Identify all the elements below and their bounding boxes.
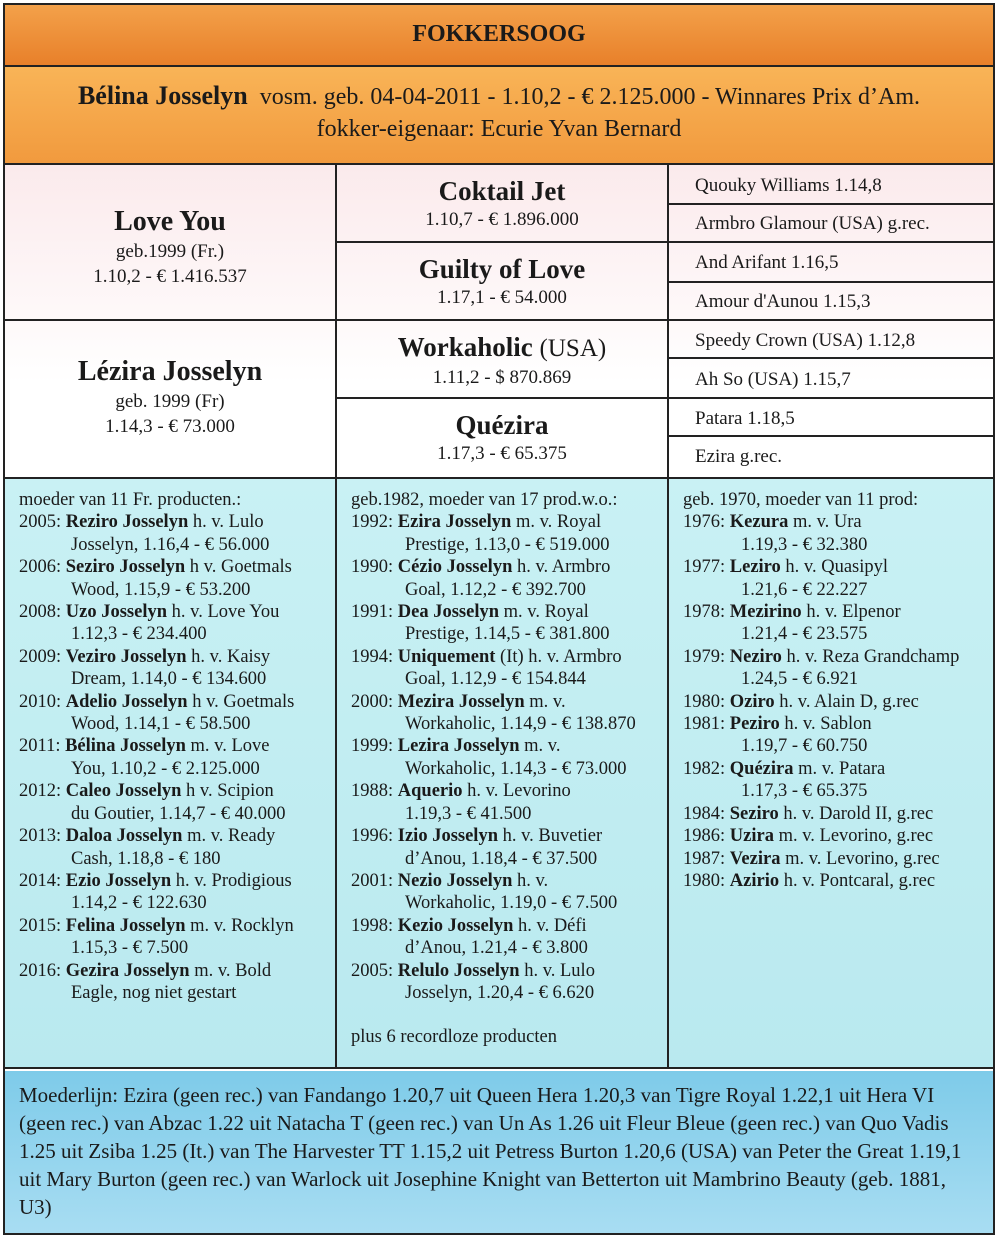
offspring-line xyxy=(351,691,665,713)
offspring-year: 1992: xyxy=(351,512,398,533)
offspring-line xyxy=(19,691,333,713)
offspring-sire: m. v. xyxy=(524,691,566,712)
offspring-sire: m. v. Levorino, g.rec xyxy=(780,848,940,869)
offspring-entry xyxy=(351,870,665,915)
offspring-entry xyxy=(351,780,665,825)
column-heading: geb.1982, moeder van 17 prod.w.o.: xyxy=(351,490,618,510)
offspring-year: 2014: xyxy=(19,870,66,891)
offspring-line xyxy=(19,735,333,757)
offspring-sire: m. v. Royal xyxy=(499,602,589,623)
offspring-entry xyxy=(683,758,993,803)
offspring-entry xyxy=(19,870,333,915)
offspring-name: Felina Josselyn xyxy=(65,915,186,936)
offspring-line xyxy=(351,511,665,533)
offspring-record: 1.14,2 - € 122.630 xyxy=(71,893,207,914)
sire-born: geb.1999 (Fr.) xyxy=(115,241,225,262)
offspring-sire: h. v. Armbro xyxy=(512,557,611,578)
offspring-name: Cézio Josselyn xyxy=(397,557,513,578)
offspring-section xyxy=(5,477,993,1069)
pedigree-grid xyxy=(5,165,993,477)
offspring-line xyxy=(19,960,333,982)
offspring-entry xyxy=(19,691,333,736)
offspring-sire: m. v. xyxy=(519,736,561,757)
offspring-entry xyxy=(683,825,993,847)
sire-sire-cell xyxy=(337,175,667,232)
offspring-entry xyxy=(351,556,665,601)
great-grandparent: Amour d'Aunou 1.15,3 xyxy=(695,291,871,312)
dam-sire-suffix: (USA) xyxy=(539,335,607,362)
offspring-sire: h. v. Alain D, g.rec xyxy=(774,691,919,712)
offspring-entry xyxy=(351,960,665,1005)
offspring-record: 1.17,3 - € 65.375 xyxy=(741,781,868,802)
offspring-record: Prestige, 1.14,5 - € 381.800 xyxy=(405,624,610,645)
grid-line xyxy=(667,165,669,477)
offspring-record: 1.19,3 - € 32.380 xyxy=(741,534,868,555)
sire-dam-name: Guilty of Love xyxy=(418,254,586,284)
grid-line xyxy=(335,479,337,1067)
offspring-year: 1988: xyxy=(351,781,398,802)
offspring-record: Goal, 1.12,2 - € 392.700 xyxy=(405,579,586,600)
offspring-name: Izio Josselyn xyxy=(397,826,498,847)
offspring-year: 2001: xyxy=(351,870,398,891)
offspring-entry xyxy=(351,511,665,556)
offspring-entry xyxy=(683,870,993,892)
offspring-entry xyxy=(19,556,333,601)
offspring-record: Workaholic, 1.14,9 - € 138.870 xyxy=(405,714,636,735)
offspring-line xyxy=(683,691,993,713)
offspring-list xyxy=(351,511,665,1004)
offspring-line xyxy=(683,825,993,847)
offspring-name: Ezio Josselyn xyxy=(65,870,172,891)
offspring-line xyxy=(683,646,993,668)
offspring-record: d’Anou, 1.18,4 - € 37.500 xyxy=(405,848,598,869)
offspring-record: 1.21,4 - € 23.575 xyxy=(741,624,868,645)
subject-header xyxy=(5,67,993,165)
offspring-name: Bélina Josselyn xyxy=(65,736,186,757)
offspring-entry xyxy=(351,601,665,646)
offspring-record: 1.12,3 - € 234.400 xyxy=(71,624,207,645)
sire-cell xyxy=(5,205,335,289)
offspring-sire: h. v. Reza Grandchamp xyxy=(781,646,960,667)
offspring-line xyxy=(351,780,665,802)
offspring-column-great-granddam xyxy=(683,489,993,892)
dam-dam-name: Quézira xyxy=(455,410,549,440)
offspring-column-granddam xyxy=(351,489,665,1049)
great-grandparent: Armbro Glamour (USA) g.rec. xyxy=(695,213,930,234)
offspring-line xyxy=(351,960,665,982)
offspring-entry xyxy=(683,713,993,758)
offspring-year: 1990: xyxy=(351,557,398,578)
offspring-record: 1.15,3 - € 7.500 xyxy=(71,938,189,959)
offspring-entry xyxy=(683,646,993,691)
offspring-year: 1980: xyxy=(683,870,730,891)
offspring-line xyxy=(19,780,333,802)
offspring-line xyxy=(683,870,993,892)
offspring-record: Wood, 1.15,9 - € 53.200 xyxy=(71,579,251,600)
offspring-entry xyxy=(351,915,665,960)
offspring-name: Caleo Josselyn xyxy=(65,781,182,802)
offspring-year: 2005: xyxy=(19,512,66,533)
offspring-year: 2006: xyxy=(19,557,66,578)
sire-name: Love You xyxy=(114,206,226,237)
offspring-name: Seziro xyxy=(729,803,779,824)
offspring-name: Kezura xyxy=(729,512,789,533)
offspring-entry xyxy=(683,556,993,601)
offspring-entry xyxy=(351,691,665,736)
offspring-entry xyxy=(683,848,993,870)
offspring-name: Uzira xyxy=(729,826,774,847)
offspring-year: 1981: xyxy=(683,714,730,735)
offspring-name: Neziro xyxy=(729,646,782,667)
offspring-line xyxy=(19,646,333,668)
offspring-list xyxy=(683,511,993,892)
offspring-year: 2015: xyxy=(19,915,66,936)
offspring-line xyxy=(19,601,333,623)
offspring-entry xyxy=(683,511,993,556)
great-grandparent: Patara 1.18,5 xyxy=(695,408,795,429)
offspring-year: 2005: xyxy=(351,960,398,981)
offspring-entry xyxy=(19,825,333,870)
offspring-year: 1987: xyxy=(683,848,730,869)
offspring-year: 1999: xyxy=(351,736,398,757)
offspring-line xyxy=(683,848,993,870)
offspring-record: Workaholic, 1.19,0 - € 7.500 xyxy=(405,893,618,914)
offspring-entry xyxy=(19,915,333,960)
offspring-name: Daloa Josselyn xyxy=(65,826,183,847)
offspring-year: 2012: xyxy=(19,781,66,802)
column-heading: geb. 1970, moeder van 11 prod: xyxy=(683,490,919,510)
offspring-year: 1996: xyxy=(351,826,398,847)
offspring-name: Dea Josselyn xyxy=(397,602,500,623)
offspring-line xyxy=(351,915,665,937)
offspring-name: Azirio xyxy=(729,870,780,891)
offspring-footer: plus 6 recordloze producten xyxy=(351,1027,557,1048)
offspring-record: Goal, 1.12,9 - € 154.844 xyxy=(405,669,586,690)
dam-born: geb. 1999 (Fr) xyxy=(115,391,225,412)
offspring-entry xyxy=(19,601,333,646)
offspring-sire: h. v. Sablon xyxy=(779,714,872,735)
offspring-line xyxy=(19,556,333,578)
offspring-line xyxy=(683,803,993,825)
offspring-entry xyxy=(19,511,333,556)
offspring-name: Mezirino xyxy=(729,602,802,623)
offspring-record: 1.19,7 - € 60.750 xyxy=(741,736,868,757)
offspring-line xyxy=(351,556,665,578)
offspring-year: 1986: xyxy=(683,826,730,847)
offspring-entry xyxy=(19,780,333,825)
offspring-line xyxy=(19,915,333,937)
pedigree-sheet xyxy=(3,3,995,1235)
offspring-record: Wood, 1.14,1 - € 58.500 xyxy=(71,714,251,735)
offspring-sire: m. v. Levorino, g.rec xyxy=(773,826,934,847)
offspring-line xyxy=(683,556,993,578)
offspring-sire: h. v. Lulo xyxy=(188,512,264,533)
offspring-entry xyxy=(683,691,993,713)
sire-record: 1.10,2 - € 1.416.537 xyxy=(93,266,247,287)
subject-owner: fokker-eigenaar: Ecurie Yvan Bernard xyxy=(316,116,682,142)
grid-line xyxy=(667,479,669,1067)
offspring-sire: h v. Scipion xyxy=(181,781,274,802)
offspring-record: Cash, 1.18,8 - € 180 xyxy=(71,848,221,869)
offspring-name: Vezira xyxy=(729,848,781,869)
dam-cell xyxy=(5,355,335,439)
offspring-sire: (It) h. v. Armbro xyxy=(495,646,622,667)
offspring-sire: h v. Goetmals xyxy=(185,557,292,578)
great-grandparent: Ah So (USA) 1.15,7 xyxy=(695,369,851,390)
offspring-entry xyxy=(351,735,665,780)
offspring-name: Ezira Josselyn xyxy=(397,512,512,533)
offspring-year: 1980: xyxy=(683,691,730,712)
offspring-list xyxy=(19,511,333,1004)
offspring-year: 2010: xyxy=(19,691,66,712)
great-grandparent: And Arifant 1.16,5 xyxy=(695,252,839,273)
offspring-sire: h v. Goetmals xyxy=(187,691,295,712)
offspring-line xyxy=(351,646,665,668)
offspring-line xyxy=(351,825,665,847)
offspring-record: Eagle, nog niet gestart xyxy=(71,982,237,1003)
column-heading: moeder van 11 Fr. producten.: xyxy=(19,490,242,510)
offspring-line xyxy=(19,511,333,533)
offspring-record: du Goutier, 1.14,7 - € 40.000 xyxy=(71,803,286,824)
offspring-year: 2016: xyxy=(19,960,66,981)
offspring-sire: h. v. Kaisy xyxy=(186,646,271,667)
dam-sire-record: 1.11,2 - $ 870.869 xyxy=(432,367,572,388)
offspring-record: d’Anou, 1.21,4 - € 3.800 xyxy=(405,938,588,959)
sire-dam-cell xyxy=(337,253,667,310)
offspring-year: 1984: xyxy=(683,803,730,824)
grid-line xyxy=(337,241,667,243)
sire-sire-name: Coktail Jet xyxy=(438,176,566,206)
sire-dam-record: 1.17,1 - € 54.000 xyxy=(437,287,567,308)
offspring-line xyxy=(351,601,665,623)
offspring-name: Veziro Josselyn xyxy=(65,646,187,667)
offspring-record: 1.19,3 - € 41.500 xyxy=(405,803,532,824)
offspring-sire: h. v. Prodigious xyxy=(171,870,292,891)
offspring-year: 1998: xyxy=(351,915,398,936)
offspring-name: Nezio Josselyn xyxy=(397,870,513,891)
offspring-name: Lezira Josselyn xyxy=(397,736,520,757)
offspring-name: Uniquement xyxy=(397,646,496,667)
offspring-name: Seziro Josselyn xyxy=(65,557,186,578)
offspring-line xyxy=(19,870,333,892)
subject-info: vosm. geb. 04-04-2011 - 1.10,2 - € 2.125.000 - Winnares Prix d’Am. xyxy=(259,84,921,110)
dam-record: 1.14,3 - € 73.000 xyxy=(105,416,235,437)
offspring-year: 1977: xyxy=(683,557,730,578)
offspring-sire: h. v. xyxy=(512,870,549,891)
offspring-year: 1978: xyxy=(683,602,730,623)
dam-line: Moederlijn: Ezira (geen rec.) van Fandango 1.20,7 uit Queen Hera 1.20,3 van Tigre Royal 1.22,1 uit Hera VI (geen rec.) van Abzac 1.22 uit Natacha T (geen rec.) van Un As 1.26 uit Fleur Bleue (geen rec.) van Quo Vadis 1.25 uit Zsiba 1.25 (It.) van The Harvester TT 1.15,2 uit Petress Burton 1.20,6 (USA) van Peter the Great 1.19,1 uit Mary Burton (geen rec.) van Warlock uit Josephine Knight van Betterton uit Mambrino Beauty (geb. 1881, U3) xyxy=(5,1071,993,1233)
offspring-name: Adelio Josselyn xyxy=(65,691,188,712)
offspring-entry xyxy=(683,803,993,825)
offspring-sire: m. v. Rocklyn xyxy=(185,915,294,936)
offspring-name: Aquerio xyxy=(397,781,463,802)
offspring-year: 2009: xyxy=(19,646,66,667)
offspring-record: 1.21,6 - € 22.227 xyxy=(741,579,868,600)
offspring-record: Josselyn, 1.16,4 - € 56.000 xyxy=(71,534,270,555)
offspring-sire: m. v. Bold xyxy=(189,960,272,981)
dam-dam-record: 1.17,3 - € 65.375 xyxy=(437,443,567,464)
offspring-record: Prestige, 1.13,0 - € 519.000 xyxy=(405,534,610,555)
offspring-year: 2008: xyxy=(19,602,66,623)
offspring-name: Peziro xyxy=(729,714,780,735)
offspring-year: 1991: xyxy=(351,602,398,623)
offspring-year: 1982: xyxy=(683,758,730,779)
offspring-entry xyxy=(19,646,333,691)
offspring-name: Quézira xyxy=(729,758,794,779)
offspring-year: 1976: xyxy=(683,512,730,533)
offspring-entry xyxy=(683,601,993,646)
offspring-sire: h. v. Quasipyl xyxy=(780,557,889,578)
offspring-year: 2000: xyxy=(351,691,398,712)
great-grandparent: Quouky Williams 1.14,8 xyxy=(695,175,882,196)
offspring-line xyxy=(683,511,993,533)
offspring-line xyxy=(683,601,993,623)
offspring-sire: m. v. Ura xyxy=(788,512,862,533)
grid-line xyxy=(337,397,667,399)
dam-name: Lézira Josselyn xyxy=(77,356,263,387)
offspring-year: 2011: xyxy=(19,736,66,757)
offspring-entry xyxy=(19,735,333,780)
offspring-record: Dream, 1.14,0 - € 134.600 xyxy=(71,669,267,690)
offspring-name: Mezira Josselyn xyxy=(397,691,525,712)
offspring-column-dam xyxy=(19,489,333,1004)
offspring-year: 1979: xyxy=(683,646,730,667)
subject-line xyxy=(5,81,993,112)
offspring-record: Josselyn, 1.20,4 - € 6.620 xyxy=(405,982,595,1003)
offspring-year: 1994: xyxy=(351,646,398,667)
offspring-line xyxy=(683,758,993,780)
offspring-line xyxy=(351,870,665,892)
dam-sire-cell xyxy=(337,331,667,390)
offspring-line xyxy=(683,713,993,735)
offspring-entry xyxy=(351,646,665,691)
offspring-sire: h. v. Levorino xyxy=(462,781,571,802)
offspring-line xyxy=(19,825,333,847)
offspring-name: Uzo Josselyn xyxy=(65,602,168,623)
offspring-name: Gezira Josselyn xyxy=(65,960,190,981)
offspring-sire: m. v. Ready xyxy=(182,826,276,847)
page-title: FOKKERSOOG xyxy=(5,5,993,67)
offspring-sire: h. v. Lulo xyxy=(519,960,595,981)
offspring-sire: h. v. Darold II, g.rec xyxy=(778,803,934,824)
offspring-record: You, 1.10,2 - € 2.125.000 xyxy=(71,758,260,779)
offspring-name: Reziro Josselyn xyxy=(65,512,189,533)
offspring-entry xyxy=(19,960,333,1005)
great-grandparent: Ezira g.rec. xyxy=(695,446,783,467)
offspring-name: Kezio Josselyn xyxy=(397,915,514,936)
offspring-entry xyxy=(351,825,665,870)
offspring-name: Relulo Josselyn xyxy=(397,960,520,981)
offspring-sire: h. v. Love You xyxy=(167,602,280,623)
offspring-sire: h. v. Défi xyxy=(513,915,587,936)
sire-sire-record: 1.10,7 - € 1.896.000 xyxy=(425,209,579,230)
subject-name: Bélina Josselyn xyxy=(77,81,248,110)
offspring-name: Oziro xyxy=(729,691,775,712)
offspring-sire: h. v. Elpenor xyxy=(801,602,901,623)
offspring-sire: h. v. Pontcaral, g.rec xyxy=(779,870,936,891)
offspring-record: Workaholic, 1.14,3 - € 73.000 xyxy=(405,758,627,779)
dam-dam-cell xyxy=(337,409,667,466)
offspring-record: 1.24,5 - € 6.921 xyxy=(741,669,859,690)
offspring-sire: m. v. Royal xyxy=(511,512,602,533)
offspring-year: 2013: xyxy=(19,826,66,847)
great-grandparent: Speedy Crown (USA) 1.12,8 xyxy=(695,330,916,351)
offspring-sire: h. v. Buvetier xyxy=(497,826,603,847)
offspring-sire: m. v. Patara xyxy=(793,758,886,779)
offspring-name: Leziro xyxy=(729,557,781,578)
offspring-sire: m. v. Love xyxy=(185,736,270,757)
offspring-line xyxy=(351,735,665,757)
dam-sire-name: Workaholic xyxy=(397,332,533,362)
